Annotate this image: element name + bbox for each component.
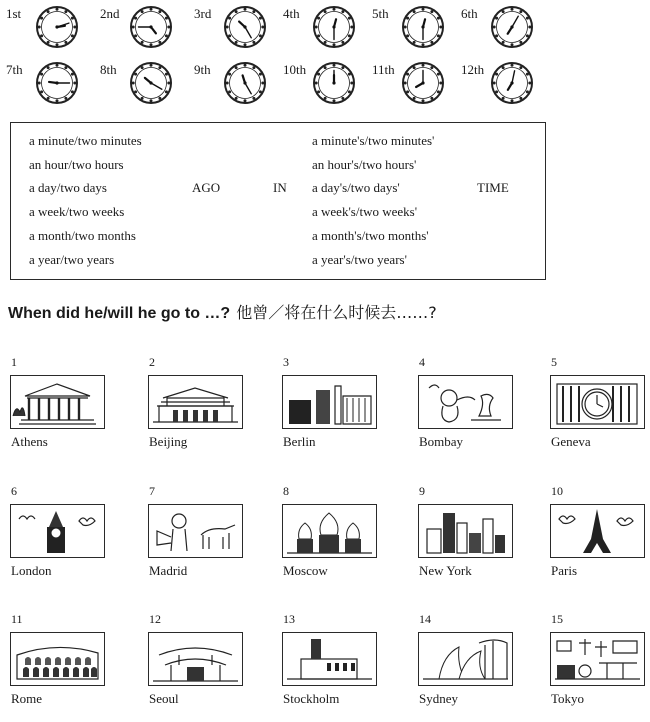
pagoda-icon	[148, 632, 243, 686]
phrase-right: a week's/two weeks'	[312, 204, 418, 219]
city-name: Tokyo	[551, 691, 585, 706]
clock-face-icon	[311, 4, 357, 50]
city-name: Beijing	[149, 434, 188, 449]
city-number: 2	[149, 355, 155, 369]
clock-ordinal: 4th	[283, 6, 300, 21]
clock-item	[100, 60, 192, 110]
city-name: London	[11, 563, 52, 578]
temple-icon	[10, 375, 105, 429]
exercise-heading	[8, 300, 437, 323]
clock-item	[194, 4, 286, 54]
city-name: Paris	[551, 563, 577, 578]
street-signs-icon	[550, 632, 645, 686]
city-card	[282, 484, 392, 594]
gate-icon	[148, 375, 243, 429]
city-number: 3	[283, 355, 289, 369]
city-name: Geneva	[551, 434, 591, 449]
clock-ordinal: 3rd	[194, 6, 212, 21]
phrase-left: a month/two months	[29, 228, 136, 243]
clock-ordinal: 5th	[372, 6, 389, 21]
clock-face-icon	[128, 60, 174, 106]
clock-item	[283, 4, 375, 54]
clock-ordinal: 11th	[372, 62, 395, 77]
city-number: 11	[11, 612, 23, 626]
city-card	[418, 484, 528, 594]
opera-house-icon	[418, 632, 513, 686]
clock-face-icon	[34, 4, 80, 50]
city-number: 13	[283, 612, 295, 626]
clock-item	[100, 4, 192, 54]
city-card	[550, 612, 650, 722]
city-card	[418, 355, 528, 465]
skyscrapers-icon	[418, 504, 513, 558]
phrase-right: a day's/two days'	[312, 180, 400, 195]
flower-clock-icon	[550, 375, 645, 429]
clock-item	[461, 4, 553, 54]
city-card	[148, 355, 258, 465]
city-name: Rome	[11, 691, 43, 706]
phrase-right: a minute's/two minutes'	[312, 133, 435, 148]
clock-ordinal: 10th	[283, 62, 307, 77]
city-card	[10, 612, 120, 722]
city-name: Moscow	[283, 563, 328, 578]
city-number: 6	[11, 484, 17, 498]
colosseum-icon	[10, 632, 105, 686]
city-hall-icon	[282, 632, 377, 686]
phrase-left: a day/two days	[29, 180, 107, 195]
city-card	[418, 612, 528, 722]
clock-ordinal: 1st	[6, 6, 22, 21]
clock-item	[194, 60, 286, 110]
city-number: 12	[149, 612, 161, 626]
phrase-right: a month's/two months'	[312, 228, 429, 243]
phrase-right: a year's/two years'	[312, 252, 407, 267]
city-number: 8	[283, 484, 289, 498]
in-label: IN	[273, 180, 287, 195]
city-card	[550, 484, 650, 594]
clock-face-icon	[400, 4, 446, 50]
city-number: 4	[419, 355, 425, 369]
city-number: 5	[551, 355, 557, 369]
city-number: 10	[551, 484, 563, 498]
city-card	[148, 484, 258, 594]
onion-domes-icon	[282, 504, 377, 558]
ago-label: AGO	[192, 180, 221, 195]
city-number: 9	[419, 484, 425, 498]
bullfight-icon	[148, 504, 243, 558]
city-name: New York	[419, 563, 472, 578]
clock-ordinal: 8th	[100, 62, 117, 77]
clock-face-icon	[311, 60, 357, 106]
city-name: Sydney	[419, 691, 458, 706]
clock-item	[283, 60, 375, 110]
clock-face-icon	[489, 4, 535, 50]
clock-ordinal: 6th	[461, 6, 478, 21]
city-card	[10, 355, 120, 465]
clock-face-icon	[222, 60, 268, 106]
city-name: Stockholm	[283, 691, 340, 706]
clock-face-icon	[222, 4, 268, 50]
city-number: 15	[551, 612, 563, 626]
city-number: 1	[11, 355, 17, 369]
snake-charmer-icon	[418, 375, 513, 429]
clock-ordinal: 2nd	[100, 6, 120, 21]
city-card	[550, 355, 650, 465]
phrase-left: an hour/two hours	[29, 157, 124, 172]
phrase-right: an hour's/two hours'	[312, 157, 417, 172]
phrase-left: a minute/two minutes	[29, 133, 142, 148]
city-name: Seoul	[149, 691, 179, 706]
city-number: 7	[149, 484, 155, 498]
phrase-left: a year/two years	[29, 252, 115, 267]
clock-item	[461, 60, 553, 110]
heading-english: When did he/will he go to …?	[8, 305, 231, 322]
phrase-left: a week/two weeks	[29, 204, 125, 219]
time-phrases-box	[10, 122, 546, 280]
clock-face-icon	[34, 60, 80, 106]
city-name: Berlin	[283, 434, 316, 449]
clock-item	[6, 4, 98, 54]
big-ben-icon	[10, 504, 105, 558]
clock-face-icon	[489, 60, 535, 106]
clock-face-icon	[128, 4, 174, 50]
wall-icon	[282, 375, 377, 429]
clock-row-2	[0, 60, 650, 110]
eiffel-tower-icon	[550, 504, 645, 558]
clock-ordinal: 9th	[194, 62, 211, 77]
clock-ordinal: 7th	[6, 62, 23, 77]
city-card	[282, 612, 392, 722]
city-card	[148, 612, 258, 722]
city-name: Madrid	[149, 563, 188, 578]
clock-item	[372, 4, 464, 54]
clock-item	[372, 60, 464, 110]
city-card	[10, 484, 120, 594]
city-name: Bombay	[419, 434, 464, 449]
city-name: Athens	[11, 434, 48, 449]
clock-item	[6, 60, 98, 110]
clock-face-icon	[400, 60, 446, 106]
heading-chinese: 他曾／将在什么时候去……?	[236, 303, 437, 322]
city-card	[282, 355, 392, 465]
city-number: 14	[419, 612, 431, 626]
clock-ordinal: 12th	[461, 62, 485, 77]
time-label: TIME	[477, 180, 509, 195]
clock-row-1	[0, 4, 650, 54]
